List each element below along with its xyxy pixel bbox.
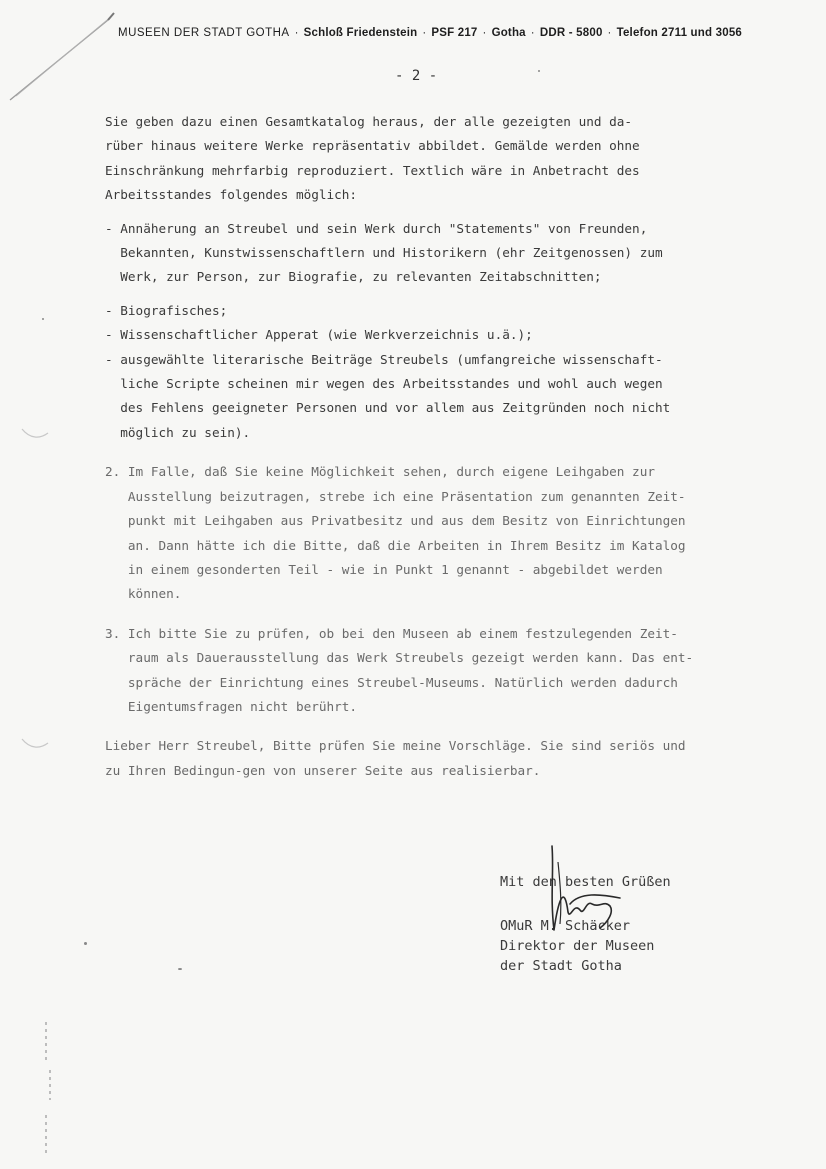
handwritten-signature [540,842,630,942]
text-line: Ausstellung beizutragen, strebe ich eine Präsentation zum genannten Zeit- [105,488,686,504]
text-line: an. Dann hätte ich die Bitte, daß die Arbeiten in Ihrem Besitz im Katalog [105,537,686,553]
intro-paragraph [105,110,725,208]
page-number: - 2 - [395,68,438,84]
pen-stroke-mark [8,8,118,103]
text-line: zu Ihren Bedingun-gen von unserer Seite aus realisierbar. [105,762,541,778]
text-line: 3. Ich bitte Sie zu prüfen, ob bei den Museen ab einem festzulegenden Zeit- [105,625,678,641]
paper-speck [42,318,44,320]
text-line: möglich zu sein). [105,424,251,440]
bullet-list [105,299,725,445]
archive-stamp-mark [38,1020,58,1160]
letterhead-postbox: PSF 217 [431,27,478,39]
text-line: Arbeitsstandes folgendes möglich: [105,187,358,203]
closing-paragraph [105,734,725,783]
letterhead-institution: MUSEEN DER STADT GOTHA [118,27,290,39]
text-line: des Fehlens geeigneter Personen und vor allem aus Zeitgründen noch nicht [105,400,671,416]
text-line: - Annäherung an Streubel und sein Werk durch "Statements" von Freunden, [105,220,648,236]
text-line: Werk, zur Person, zur Biografie, zu relevanten Zeitabschnitten; [105,269,602,285]
text-line: in einem gesonderten Teil - wie in Punkt 1 genannt - abgebildet werden [105,561,663,577]
text-line: Bekannten, Kunstwissenschaftlern und Historikern (ehr Zeitgenossen) zum [105,245,663,261]
text-line: 2. Im Falle, daß Sie keine Möglichkeit sehen, durch eigene Leihgaben zur [105,464,655,480]
hole-punch-mark [20,425,50,445]
text-line: können. [105,586,182,602]
paper-speck [178,968,182,970]
text-line: Einschränkung mehrfarbig reproduziert. Textlich wäre in Anbetracht des [105,162,640,178]
text-line: spräche der Einrichtung eines Streubel-Museums. Natürlich werden dadurch [105,674,678,690]
text-line: - Wissenschaftlicher Apperat (wie Werkverzeichnis u.ä.); [105,327,533,343]
letterhead-location: Schloß Friedenstein [303,27,418,39]
signatory-title: Direktor der Museen [500,938,655,954]
point-2-paragraph [105,460,725,606]
text-line: liche Scripte scheinen mir wegen des Arbeitsstandes und wohl auch wegen [105,376,663,392]
point-3-paragraph [105,622,725,720]
bullet-statements [105,217,725,290]
text-line: Eigentumsfragen nicht berührt. [105,698,358,714]
paper-speck [84,942,87,945]
closing-greeting: Mit den besten Grüßen [500,874,671,890]
text-line: - Biografisches; [105,302,228,318]
text-line: Sie geben dazu einen Gesamtkatalog heraus, der alle gezeigten und da- [105,114,633,129]
signatory-institution: der Stadt Gotha [500,958,622,974]
letterhead-city: Gotha [491,27,526,39]
letterhead: MUSEEN DER STADT GOTHA · Schloß Friedenstein · PSF 217 · Gotha · DDR - 5800 · Telefon 2711 und 3056 [118,27,743,39]
paper-speck [538,70,540,72]
hole-punch-mark [20,735,50,755]
text-line: - ausgewählte literarische Beiträge Streubels (umfangreiche wissenschaft- [105,351,663,367]
text-line: raum als Dauerausstellung das Werk Streubels gezeigt werden kann. Das ent- [105,650,694,666]
letterhead-phone: Telefon 2711 und 3056 [616,27,743,39]
letter-body [105,110,725,783]
signatory-name: OMuR M. Schäcker [500,918,631,934]
text-line: punkt mit Leihgaben aus Privatbesitz und aus dem Besitz von Einrichtungen [105,513,686,529]
text-line: Lieber Herr Streubel, Bitte prüfen Sie meine Vorschläge. Sie sind seriös und [105,738,686,754]
letterhead-postcode: DDR - 5800 [539,27,603,39]
text-line: rüber hinaus weitere Werke repräsentativ abbildet. Gemälde werden ohne [105,138,640,154]
